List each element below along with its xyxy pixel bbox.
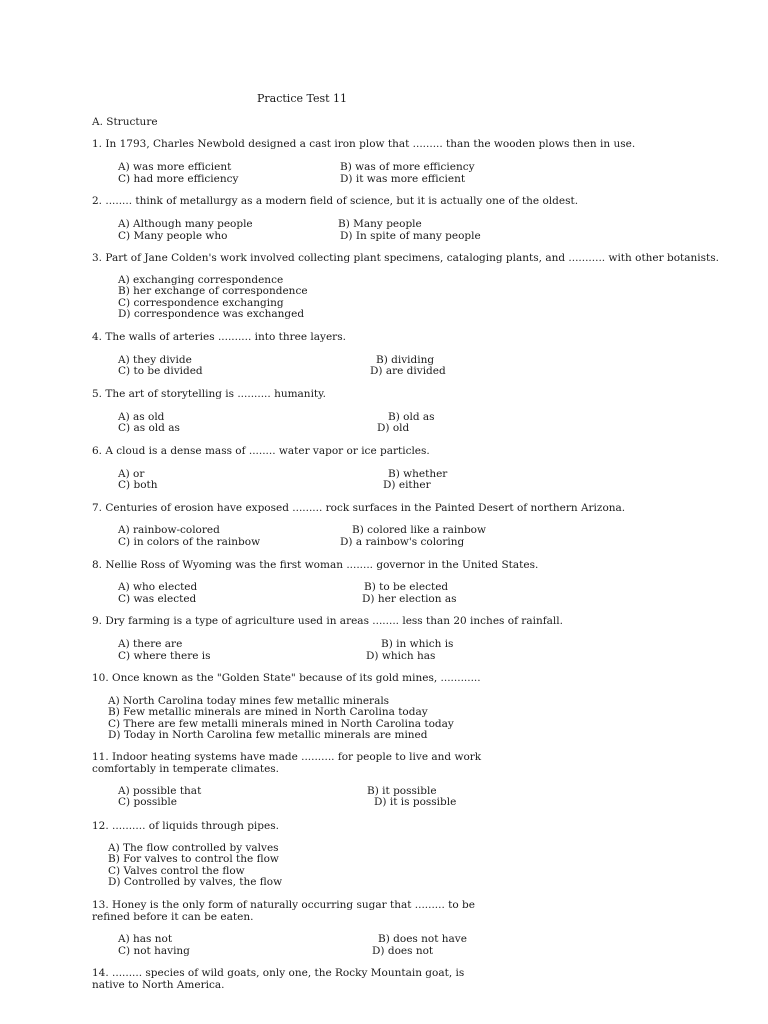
q5-option-d: D) old: [377, 422, 410, 434]
q9-option-b: B) in which is: [381, 638, 454, 650]
q13-option-b: B) does not have: [378, 933, 467, 945]
q2-option-c: C) Many people who: [118, 230, 228, 242]
q2-option-a: A) Although many people: [118, 218, 253, 230]
q6-option-a: A) or: [118, 468, 145, 480]
q5-option-a: A) as old: [118, 411, 165, 423]
q9-option-c: C) where there is: [118, 650, 211, 662]
question-4: 4. The walls of arteries .......... into three layers.: [92, 331, 346, 343]
q3-option-b: B) her exchange of correspondence: [118, 285, 308, 298]
q7-option-d: D) a rainbow's coloring: [340, 536, 465, 548]
q8-option-b: B) to be elected: [364, 581, 449, 593]
q13-option-c: C) not having: [118, 945, 190, 957]
q6-option-c: C) both: [118, 479, 158, 491]
q10-options: [108, 696, 454, 741]
question-13: 13. Honey is the only form of naturally occurring sugar that ......... to be: [92, 899, 475, 911]
q4-option-c: C) to be divided: [118, 365, 203, 377]
q7-option-a: A) rainbow-colored: [118, 524, 220, 536]
q13-option-a: A) has not: [118, 933, 173, 945]
q8-option-a: A) who elected: [118, 581, 198, 593]
q3-option-a: A) exchanging correspondence: [118, 274, 284, 286]
q11-option-b: B) it possible: [367, 785, 437, 797]
question-5: 5. The art of storytelling is .......... humanity.: [92, 388, 327, 400]
q2-option-b: B) Many people: [338, 218, 422, 230]
q10-option-a: A) North Carolina today mines few metallic minerals: [108, 695, 390, 707]
q10-option-d: D) Today in North Carolina few metallic minerals are mined: [108, 728, 428, 741]
question-7: 7. Centuries of erosion have exposed ......... rock surfaces in the Painted Desert of northern Arizona.: [92, 502, 626, 514]
question-1: 1. In 1793, Charles Newbold designed a cast iron plow that ......... than the wooden plows then in use.: [92, 138, 636, 150]
question-8: 8. Nellie Ross of Wyoming was the first woman ........ governor in the United States.: [92, 559, 539, 571]
q11-option-c: C) possible: [118, 796, 177, 808]
q10-option-b: B) Few metallic minerals are mined in North Carolina today: [108, 706, 428, 719]
q2-option-d: D) In spite of many people: [340, 230, 481, 242]
question-12: 12. .......... of liquids through pipes.: [92, 820, 279, 832]
question-14: 14. ......... species of wild goats, only one, the Rocky Mountain goat, is: [92, 967, 465, 979]
page-title: Practice Test 11: [257, 92, 348, 105]
q4-option-d: D) are divided: [370, 365, 446, 377]
question-11: 11. Indoor heating systems have made .......... for people to live and work: [92, 751, 482, 763]
question-11-continued: comfortably in temperate climates.: [92, 763, 280, 775]
q5-option-b: B) old as: [388, 411, 435, 423]
q7-option-c: C) in colors of the rainbow: [118, 536, 261, 548]
q6-option-d: D) either: [383, 479, 431, 491]
q8-option-d: D) her election as: [362, 593, 457, 605]
q11-option-a: A) possible that: [118, 785, 202, 797]
q1-option-c: C) had more efficiency: [118, 173, 239, 185]
question-10: 10. Once known as the "Golden State" because of its gold mines, ............: [92, 672, 481, 684]
q12-option-b: B) For valves to control the flow: [108, 853, 279, 866]
question-6: 6. A cloud is a dense mass of ........ water vapor or ice particles.: [92, 445, 430, 457]
section-heading: A. Structure: [92, 116, 158, 128]
question-3: 3. Part of Jane Colden's work involved collecting plant specimens, cataloging plants, and ........... with other botanists.: [92, 252, 719, 264]
q1-option-a: A) was more efficient: [118, 161, 232, 173]
q12-option-d: D) Controlled by valves, the flow: [108, 875, 283, 888]
q12-option-c: C) Valves control the flow: [108, 864, 245, 877]
q4-option-a: A) they divide: [118, 354, 192, 366]
q1-option-d: D) it was more efficient: [340, 173, 466, 185]
q11-option-d: D) it is possible: [374, 796, 457, 808]
q3-options: [118, 275, 308, 320]
q10-option-c: C) There are few metalli minerals mined in North Carolina today: [108, 717, 454, 730]
q12-options: [108, 843, 282, 888]
q3-option-c: C) correspondence exchanging: [118, 296, 284, 309]
q1-option-b: B) was of more efficiency: [340, 161, 475, 173]
question-2: 2. ........ think of metallurgy as a modern field of science, but it is actually one of the oldest.: [92, 195, 579, 207]
question-9: 9. Dry farming is a type of agriculture used in areas ........ less than 20 inches of rainfall.: [92, 615, 563, 627]
q13-option-d: D) does not: [372, 945, 434, 957]
q8-option-c: C) was elected: [118, 593, 197, 605]
q5-option-c: C) as old as: [118, 422, 180, 434]
q3-option-d: D) correspondence was exchanged: [118, 307, 305, 320]
q9-option-a: A) there are: [118, 638, 183, 650]
question-14-continued: native to North America.: [92, 979, 225, 991]
q4-option-b: B) dividing: [376, 354, 435, 366]
q9-option-d: D) which has: [366, 650, 436, 662]
q12-option-a: A) The flow controlled by valves: [108, 842, 279, 854]
q7-option-b: B) colored like a rainbow: [352, 524, 486, 536]
question-13-continued: refined before it can be eaten.: [92, 911, 254, 923]
q6-option-b: B) whether: [388, 468, 448, 480]
